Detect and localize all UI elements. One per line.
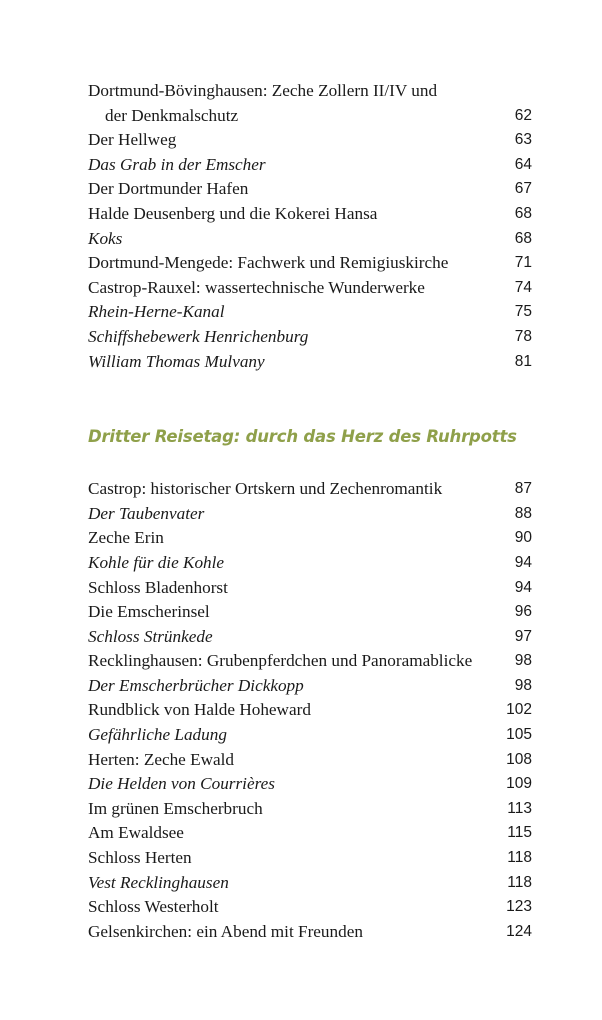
toc-entry[interactable]: [88, 871, 532, 896]
toc-entry[interactable]: [88, 202, 532, 227]
toc-entry-title: Der Taubenvater: [88, 503, 205, 523]
toc-entry-page-number: 113: [507, 799, 532, 817]
toc-entry-title-line2: der Denkmalschutz: [105, 105, 239, 125]
toc-entry-title: Im grünen Emscherbruch: [88, 798, 263, 818]
toc-entry[interactable]: [88, 674, 532, 699]
toc-entry-title: Rundblick von Halde Hoheward: [88, 700, 311, 720]
toc-entry-page-number: 97: [514, 627, 532, 645]
toc-entry-title: Zeche Erin: [88, 528, 164, 548]
toc-entry-title: William Thomas Mulvany: [88, 351, 265, 371]
toc-entry-page-number: 87: [514, 480, 532, 498]
toc-entry-page-number: 102: [506, 701, 532, 719]
toc-entry-title: Kohle für die Kohle: [88, 552, 225, 572]
toc-entry[interactable]: [88, 153, 532, 178]
toc-entry-title-line1: Dortmund-Bövinghausen: Zeche Zollern II/IV und: [88, 81, 438, 100]
toc-entry-title: Gelsenkirchen: ein Abend mit Freunden: [88, 921, 363, 941]
toc-entry-title: Schloss Bladenhorst: [88, 577, 228, 597]
toc-entry-page-number: 63: [514, 131, 532, 149]
toc-entry-title: Die Emscherinsel: [88, 602, 210, 622]
toc-entry-page-number: 109: [506, 775, 532, 793]
toc-entry-title: Halde Deusenberg und die Kokerei Hansa: [88, 203, 378, 223]
toc-entry-title: Vest Recklinghausen: [88, 872, 229, 892]
toc-entry-title: Schloss Westerholt: [88, 897, 219, 917]
toc-entry-page-number: 98: [514, 652, 532, 670]
toc-entry-title: Schloss Strünkede: [88, 626, 213, 646]
toc-entry[interactable]: [88, 895, 532, 920]
toc-entry-title: Der Dortmunder Hafen: [88, 179, 249, 199]
toc-entry-title: Gefährliche Ladung: [88, 725, 227, 745]
toc-entry[interactable]: [88, 350, 532, 375]
toc-entry-page-number: 105: [506, 726, 532, 744]
toc-entry-title: Schiffshebewerk Henrichenburg: [88, 326, 309, 346]
toc-entry-title: Am Ewaldsee: [88, 823, 184, 843]
toc-entry-page-number: 98: [514, 676, 532, 694]
table-of-contents: [88, 79, 532, 944]
toc-entry-page-number: 96: [514, 603, 532, 621]
toc-section-1: [88, 79, 532, 374]
toc-section-2: [88, 477, 532, 944]
toc-entry[interactable]: [88, 325, 532, 350]
toc-entry[interactable]: [88, 502, 532, 527]
toc-entry-title: Castrop-Rauxel: wassertechnische Wunderwerke: [88, 277, 425, 297]
toc-entry-page-number: 75: [514, 303, 532, 321]
toc-entry[interactable]: [88, 477, 532, 502]
toc-entry-page-number: 62: [514, 106, 532, 124]
toc-entry[interactable]: [88, 625, 532, 650]
toc-entry-title: Der Hellweg: [88, 130, 177, 150]
section-heading: Dritter Reisetag: durch das Herz des Ruhrpotts: [88, 427, 517, 447]
toc-entry-title: Rhein-Herne-Kanal: [88, 302, 225, 322]
toc-entry-title: Schloss Herten: [88, 848, 192, 868]
toc-entry[interactable]: [88, 251, 532, 276]
toc-entry-page-number: 115: [507, 824, 532, 842]
toc-entry-page-number: 67: [514, 180, 532, 198]
toc-entry[interactable]: [88, 797, 532, 822]
toc-entry[interactable]: [88, 177, 532, 202]
toc-entry[interactable]: [88, 300, 532, 325]
toc-entry-page-number: 68: [514, 229, 532, 247]
toc-entry-page-number: 123: [506, 898, 532, 916]
toc-entry-page-number: 108: [506, 750, 532, 768]
toc-entry-page-number: 90: [514, 529, 532, 547]
section-spacer: [88, 455, 532, 477]
toc-entry-page-number: 88: [514, 504, 532, 522]
toc-entry-page-number: 94: [514, 578, 532, 596]
toc-entry[interactable]: [88, 772, 532, 797]
toc-entry-title: Die Helden von Courrières: [88, 774, 275, 794]
toc-entry-page-number: 124: [506, 922, 532, 940]
toc-entry[interactable]: [88, 526, 532, 551]
toc-entry[interactable]: [88, 698, 532, 723]
toc-entry-page-number: 94: [514, 553, 532, 571]
toc-entry[interactable]: [88, 748, 532, 773]
toc-entry[interactable]: [88, 551, 532, 576]
toc-entry-page-number: 71: [514, 254, 532, 272]
toc-entry-title: Herten: Zeche Ewald: [88, 749, 235, 769]
toc-entry-title: Dortmund-Mengede: Fachwerk und Remigiuskirche: [88, 253, 449, 273]
toc-entry-page-number: 118: [507, 849, 532, 867]
toc-entry-page-number: 78: [514, 327, 532, 345]
toc-entry-title: Das Grab in der Emscher: [88, 154, 266, 174]
toc-entry[interactable]: [88, 227, 532, 252]
toc-entry[interactable]: [88, 649, 532, 674]
toc-entry-page-number: 81: [514, 352, 532, 370]
section-spacer: [88, 374, 532, 419]
toc-entry[interactable]: [88, 821, 532, 846]
toc-entry-page-number: 68: [514, 204, 532, 222]
toc-entry-title: Recklinghausen: Grubenpferdchen und Panoramablicke: [88, 651, 473, 671]
toc-entry[interactable]: [88, 600, 532, 625]
toc-entry-title: Der Emscherbrücher Dickkopp: [88, 675, 304, 695]
toc-entry-page-number: 74: [514, 278, 532, 296]
toc-entry-page-number: 64: [514, 155, 532, 173]
toc-entry[interactable]: [88, 79, 532, 128]
toc-entry-page-number: 118: [507, 873, 532, 891]
toc-entry-title: Koks: [88, 228, 123, 248]
toc-entry[interactable]: [88, 276, 532, 301]
toc-entry[interactable]: [88, 128, 532, 153]
toc-entry-title: Castrop: historischer Ortskern und Zechenromantik: [88, 479, 443, 499]
toc-entry[interactable]: [88, 576, 532, 601]
toc-entry[interactable]: [88, 723, 532, 748]
toc-entry-title: [88, 79, 504, 128]
toc-entry[interactable]: [88, 920, 532, 945]
toc-entry[interactable]: [88, 846, 532, 871]
